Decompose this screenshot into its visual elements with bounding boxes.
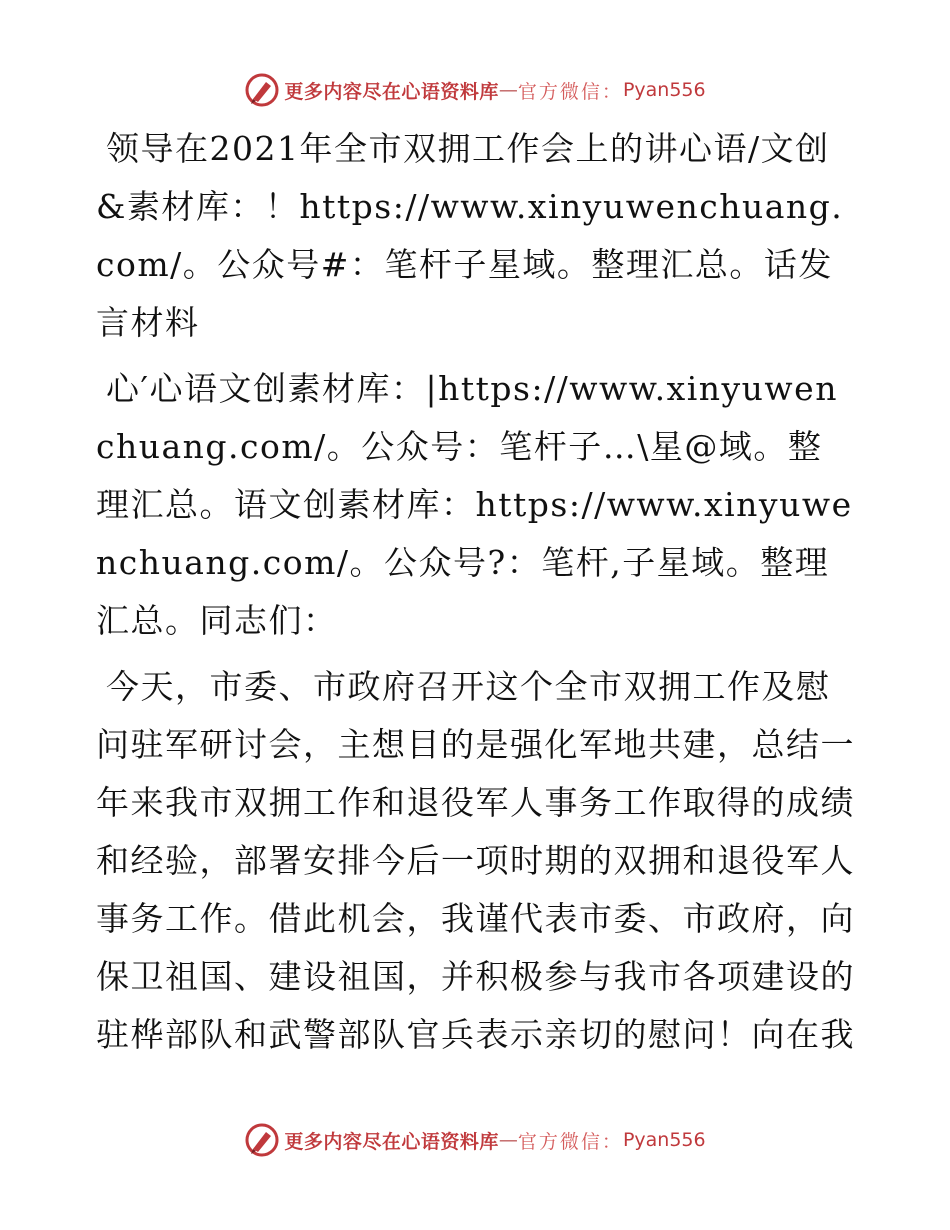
footer-banner [0, 1120, 950, 1160]
paragraph-source-note: 心′心语文创素材库：|https://www.xinyuwenchuang.com/。公众号：笔杆子…\星@域。整理汇总。语文创素材库：https://www.xinyuwenchuang.com/。公众号?：笔杆,子星域。整理汇总。同志们： [96, 369, 853, 640]
banner-dash: — [498, 79, 518, 101]
footer-dash: — [498, 1129, 518, 1151]
paragraph-title: 领导在2021年全市双拥工作会上的讲心语/文创&素材库：！https://www.xinyuwenchuang.com/。公众号#：笔杆子星域。整理汇总。话发言材料 [96, 129, 844, 342]
pen-quill-logo-icon [244, 72, 280, 108]
pen-quill-logo-icon [244, 1122, 280, 1158]
paragraph-body: 今天，市委、市政府召开这个全市双拥工作及慰问驻军研讨会，主想目的是强化军地共建，总结一年来我市双拥工作和退役军人事务工作取得的成绩和经验，部署安排今后一项时期的双拥和退役军人事务工作。借此机会，我谨代表市委、市政府，向保卫祖国、建设祖国，并积极参与我市各项建设的驻桦部队和武警部队官兵表示亲切的慰问！向在我 [96, 667, 855, 1054]
banner-wechat-label: 官方微信： [517, 80, 623, 103]
header-banner [0, 70, 950, 110]
banner-main-text: 更多内容尽在心语资料库 [284, 80, 499, 103]
footer-wechat-label: 官方微信： [517, 1130, 623, 1153]
footer-wechat-id: Pyan556 [622, 1129, 706, 1151]
banner-wechat-id: Pyan556 [622, 79, 706, 101]
document-body [96, 120, 856, 1072]
footer-main-text: 更多内容尽在心语资料库 [284, 1130, 499, 1153]
